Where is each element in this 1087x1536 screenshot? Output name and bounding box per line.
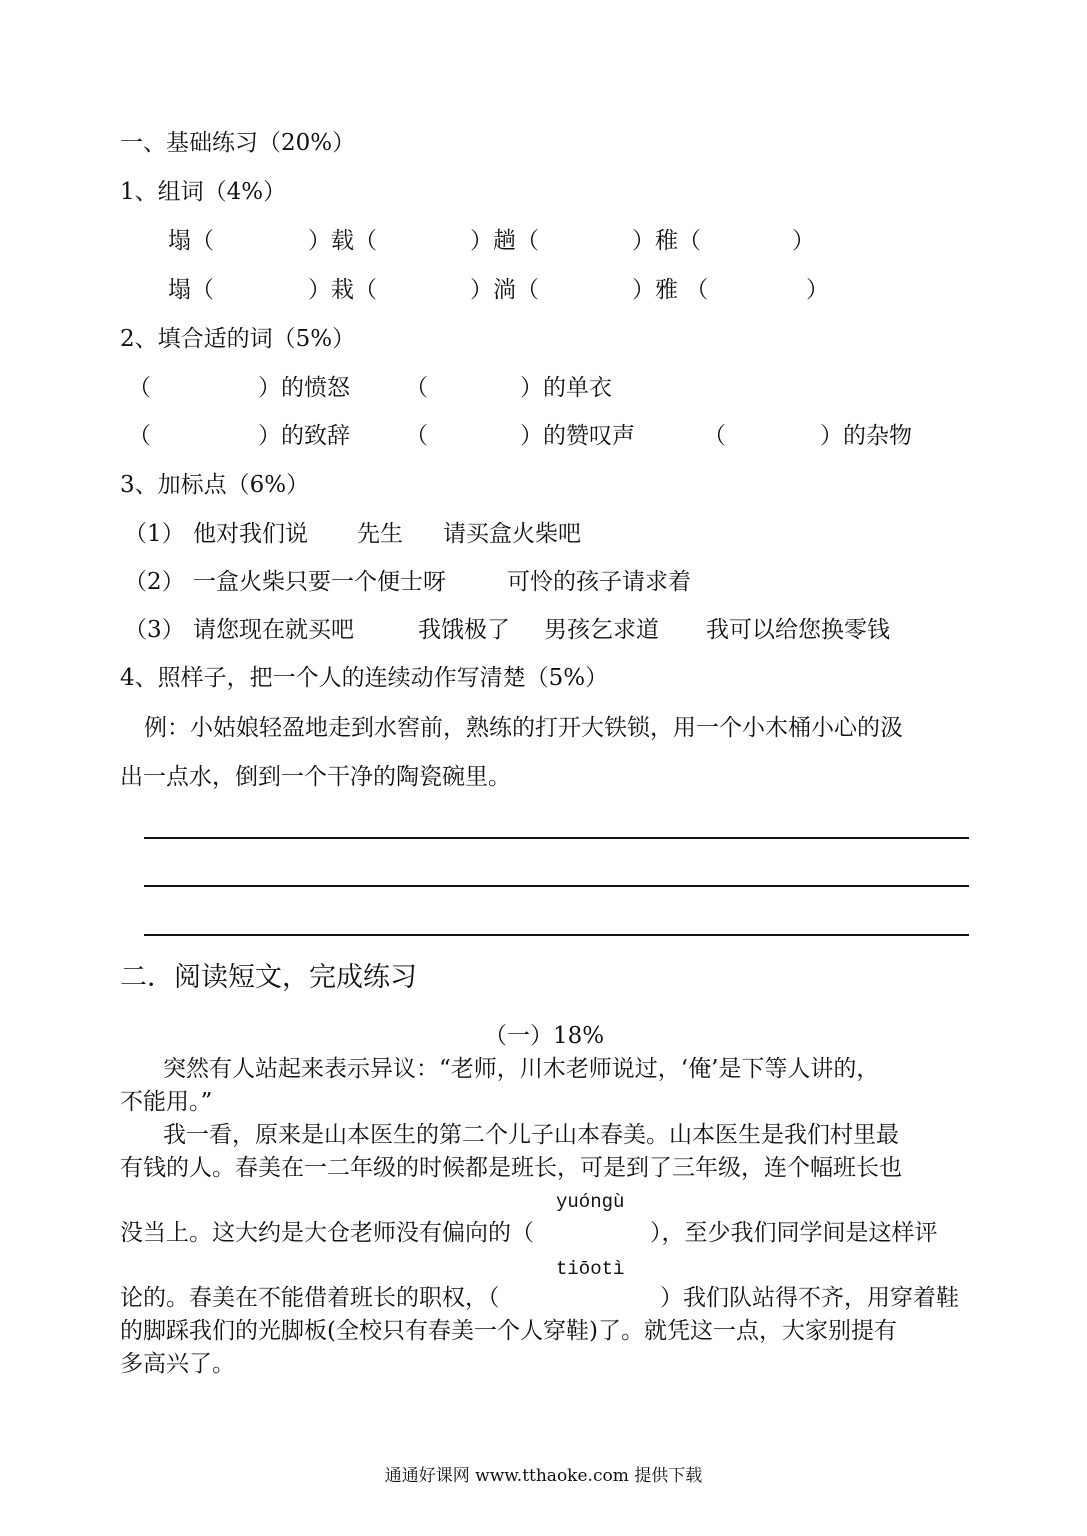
answer-line[interactable] (144, 885, 969, 887)
q3-item-number: （3） (124, 617, 185, 643)
q4-example-line1: 例：小姑娘轻盈地走到水窖前，熟练的打开大铁锁，用一个小木桶小心的汲 (144, 715, 903, 741)
q3-item-part: 可怜的孩子请求着 (507, 569, 691, 595)
q2-r1-c2: ）的愤怒 (258, 375, 350, 401)
pinyin-hint: yuóngù (556, 1191, 625, 1213)
footer-credit: 通通好课网 www.tthaoke.com 提供下载 (384, 1466, 703, 1486)
pinyin-hint: tiōotì (556, 1258, 625, 1280)
passage-line: 没当上。这大约是大仓老师没有偏向的（ (120, 1220, 534, 1246)
q2-r2-c6: ）的杂物 (820, 423, 912, 449)
q1-r1-c1: 塌（ (168, 228, 214, 254)
q3-item-part: 请买盒火柴吧 (443, 521, 581, 547)
passage-line: 不能用。” (120, 1089, 213, 1115)
q3-title: 3、加标点（6%） (120, 472, 310, 498)
q3-item-part: 我饿极了 (418, 617, 510, 643)
q3-item-number: （2） (124, 569, 185, 595)
q3-item-part: 先生 (357, 521, 403, 547)
q2-r1-c4: ）的单衣 (520, 375, 612, 401)
q2-r1-c3: （ (405, 375, 428, 401)
q3-item-part: 请您现在就买吧 (193, 617, 354, 643)
q4-title: 4、照样子，把一个人的连续动作写清楚（5%） (120, 665, 609, 691)
q1-r2-c1: 塌（ (168, 277, 214, 303)
q3-item-number: （1） (124, 521, 185, 547)
q2-r2-c3: （ (405, 423, 428, 449)
q3-item-part: 一盒火柴只要一个便士呀 (193, 569, 446, 595)
section2-title: 二．阅读短文，完成练习 (120, 962, 417, 993)
q4-example-line2: 出一点水，倒到一个干净的陶瓷碗里。 (120, 764, 511, 790)
q3-item-part: 他对我们说 (193, 521, 308, 547)
passage-line: ）我们队站得不齐，用穿着鞋 (660, 1285, 959, 1311)
q1-r1-c5: ） (792, 228, 815, 254)
q2-r1-c1: （ (128, 375, 151, 401)
q1-r1-c4: ）稚（ (632, 228, 701, 254)
q1-r2-c2: ）栽（ (308, 277, 377, 303)
q2-r2-c4: ）的赞叹声 (520, 423, 635, 449)
q1-title: 1、组词（4%） (120, 179, 287, 205)
q2-r2-c1: （ (128, 423, 151, 449)
q1-r2-c3: ）淌（ (470, 277, 539, 303)
passage-line: 多高兴了。 (120, 1351, 235, 1377)
q2-r2-c5: （ (703, 423, 726, 449)
q1-r1-c3: ）趟（ (470, 228, 539, 254)
passage-line: ），至少我们同学间是这样评 (650, 1220, 938, 1246)
q1-r2-c5: ） (806, 277, 829, 303)
passage-line: 突然有人站起来表示异议：“老师，川木老师说过，‘俺’是下等人讲的， (163, 1056, 880, 1082)
q3-item-part: 男孩乞求道 (544, 617, 659, 643)
answer-line[interactable] (144, 837, 969, 839)
passage-line: 我一看，原来是山本医生的第二个儿子山本春美。山本医生是我们村里最 (163, 1122, 899, 1148)
q3-item-part: 我可以给您换零钱 (706, 617, 890, 643)
q1-r2-c4: ）雅 （ (632, 277, 709, 303)
passage-line: 有钱的人。春美在一二年级的时候都是班长，可是到了三年级，连个幅班长也 (120, 1155, 902, 1181)
q2-r2-c2: ）的致辞 (258, 423, 350, 449)
answer-line[interactable] (144, 934, 969, 936)
q1-r1-c2: ）载（ (308, 228, 377, 254)
passage-line: 论的。春美在不能借着班长的职权，（ (120, 1285, 500, 1311)
passage-line: 的脚踩我们的光脚板(全校只有春美一个人穿鞋)了。就凭这一点，大家别提有 (120, 1318, 897, 1344)
section1-title: 一、基础练习（20%） (120, 130, 356, 156)
passage-heading: （一）18% (484, 1023, 605, 1049)
q2-title: 2、填合适的词（5%） (120, 326, 356, 352)
